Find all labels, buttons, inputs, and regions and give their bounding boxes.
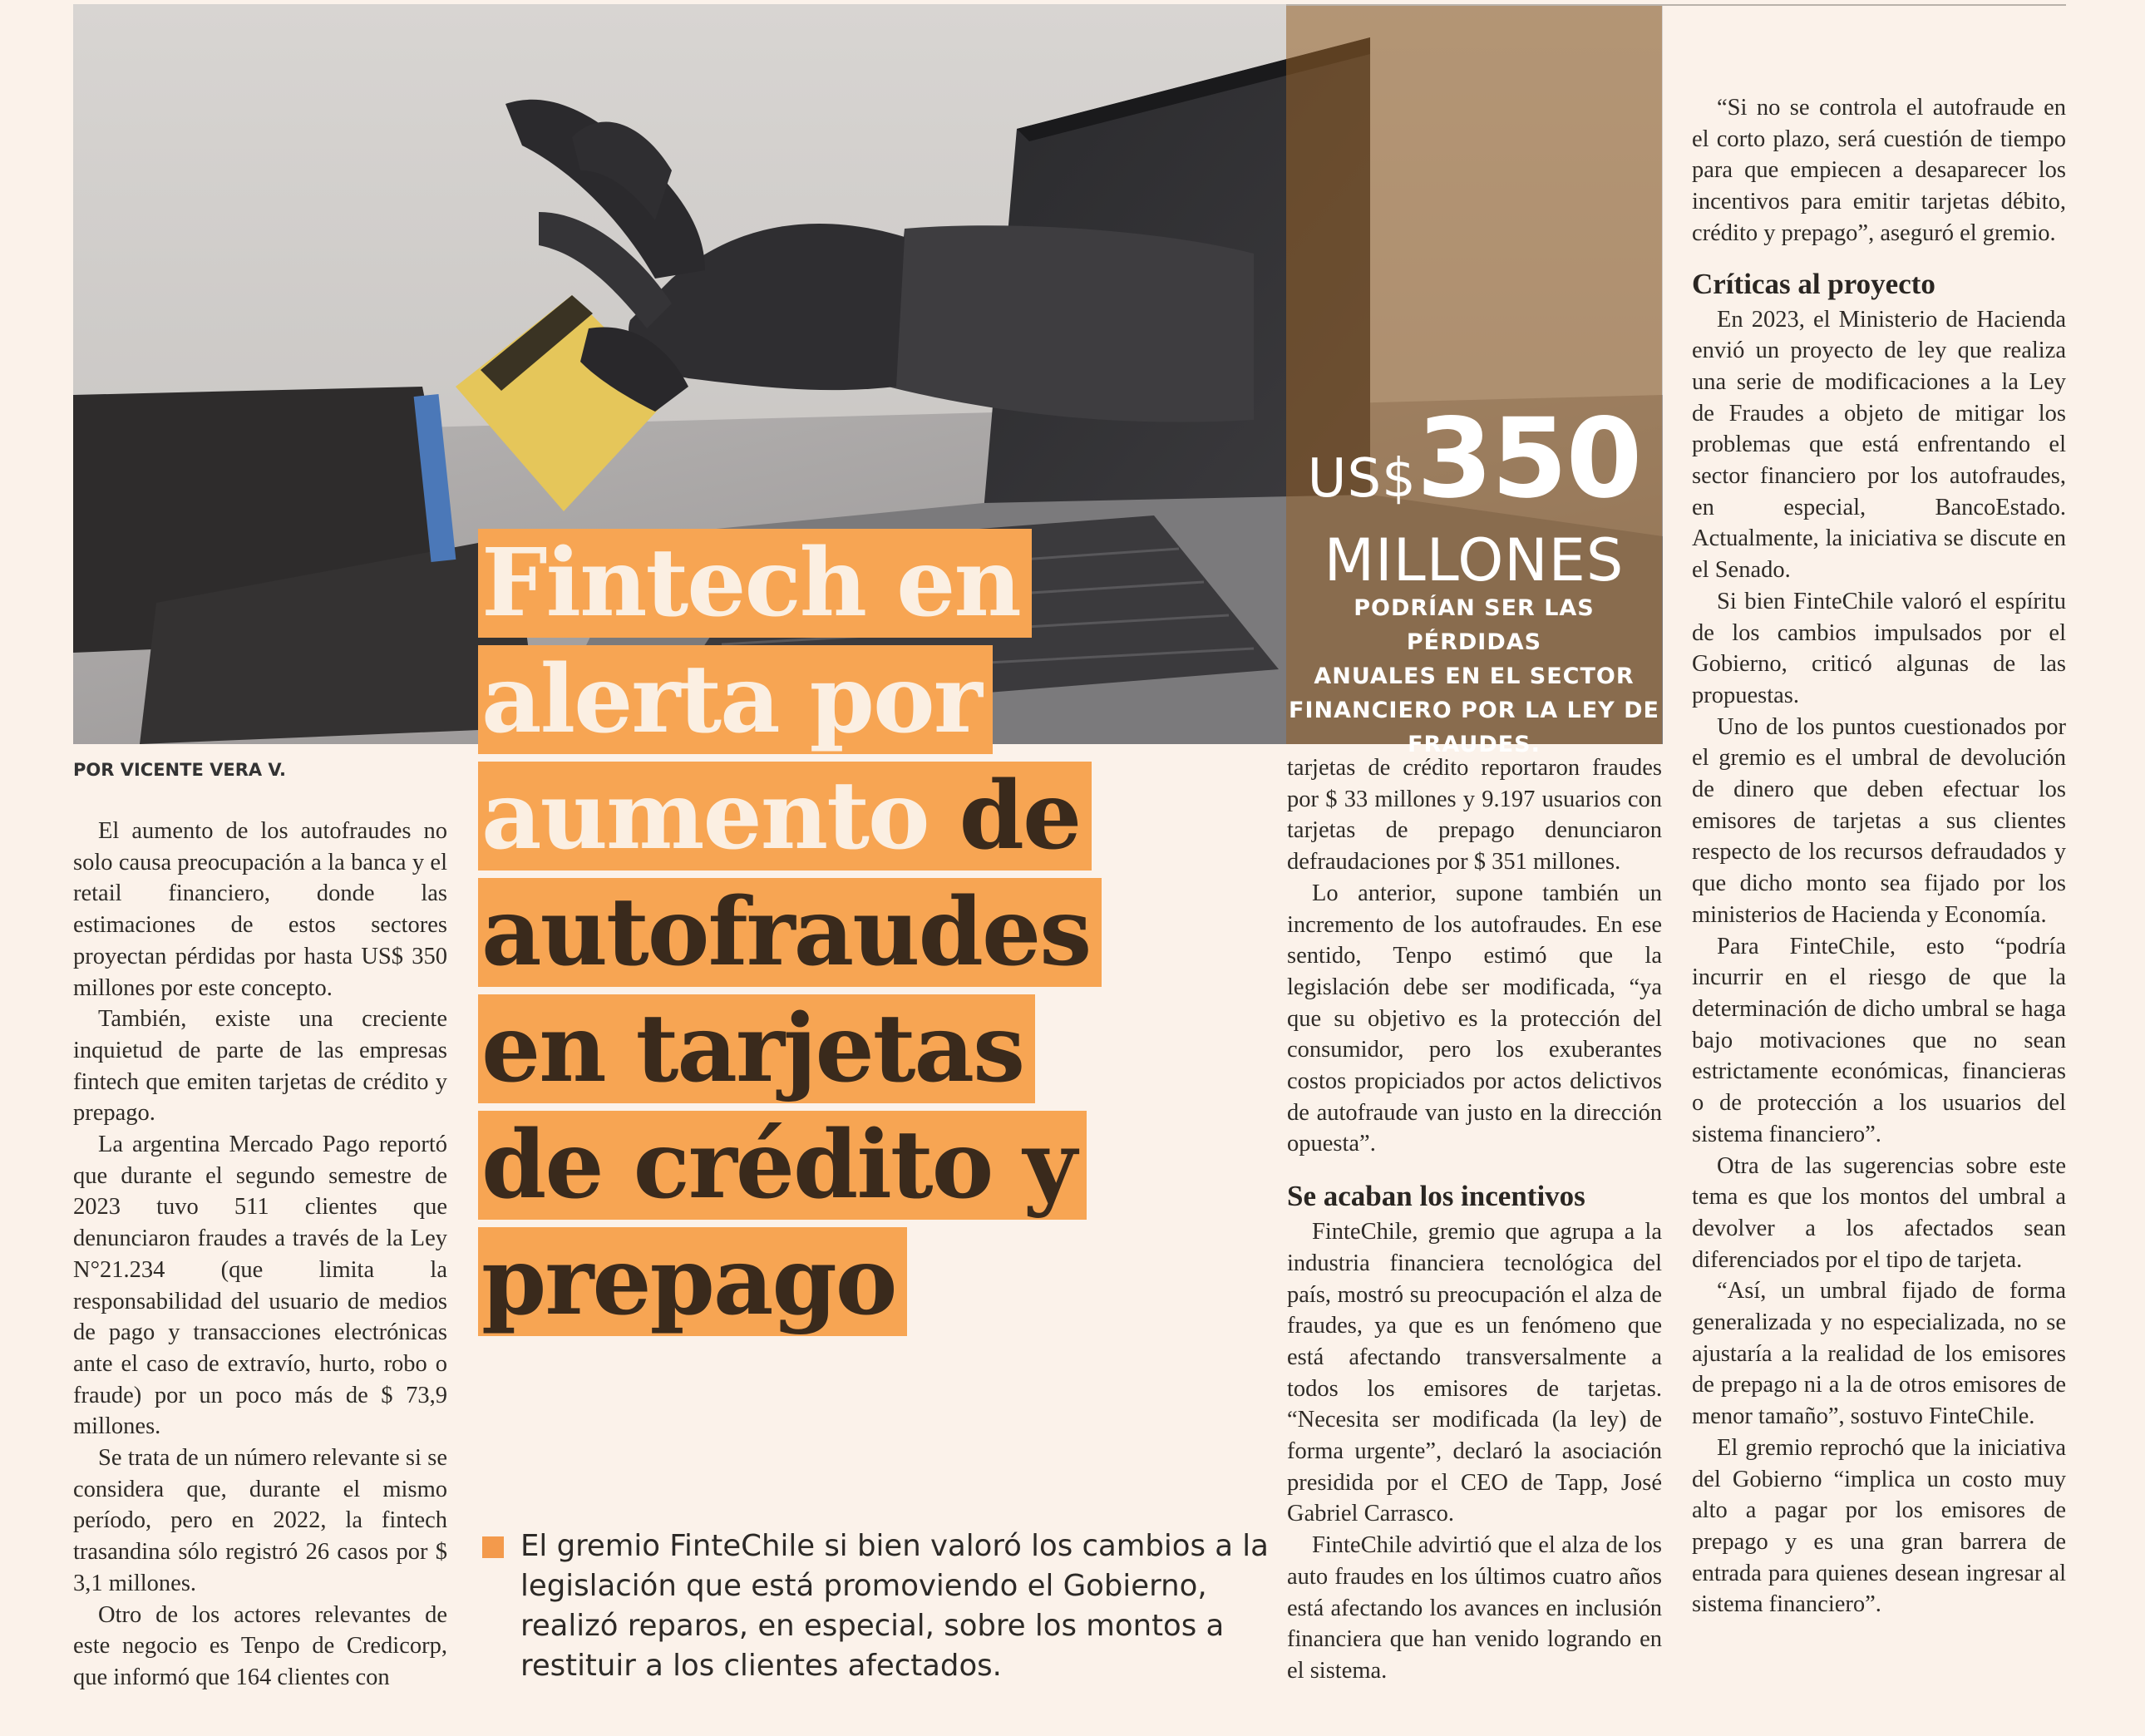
headline-line: Fintech en (478, 529, 1032, 638)
paragraph: “Así, un umbral fijado de forma generalizada y no especializada, no se ajustaría a la realidad de los emisores de prepago ni a la de otros emisores de menor tamaño”, sostuvo FinteChile. (1692, 1278, 2066, 1430)
lede-summary (482, 1526, 1294, 1686)
headline-line: en tarjetas (478, 994, 1035, 1103)
stat-desc-line: PODRÍAN SER LAS PÉRDIDAS (1354, 595, 1595, 655)
headline-word: aumento (481, 762, 959, 870)
stat-desc-line: ANUALES EN EL SECTOR (1314, 663, 1635, 689)
article-column-4 (1692, 92, 2066, 1620)
paragraph: El aumento de los autofraudes no solo causa preocupación a la banca y el retail financiero, donde las estimaciones de estos sectores proyectan pérdidas por hasta US$ 350 millones por este concepto. (73, 818, 447, 1001)
article-column-1 (73, 816, 447, 1694)
stat-desc-line: FINANCIERO POR LA LEY DE (1289, 698, 1659, 723)
headline-line (478, 762, 1092, 870)
headline-line: autofraudes (478, 878, 1102, 987)
paragraph: Otra de las sugerencias sobre este tema es que los montos del umbral a devolver a los afectados sean diferenciados por el tipo de tarjeta. (1692, 1152, 2066, 1273)
headline-word: de (959, 762, 1081, 870)
paragraph: Uno de los puntos cuestionados por el gremio es el umbral de devolución de dinero que deben efectuar los emisores de tarjetas a sus clientes respecto de los recursos defraudados y que dicho monto sea fijado por los ministerios de Hacienda y Economía. (1692, 713, 2066, 928)
paragraph: tarjetas de crédito reportaron fraudes por $ 33 millones y 9.197 usuarios con tarjetas de prepago denunciaron defraudaciones por $ 351 millones. (1287, 755, 1662, 875)
paragraph: Si bien FinteChile valoró el espíritu de los cambios impulsados por el Gobierno, criticó algunas de las propuestas. (1692, 588, 2066, 708)
headline-line: de crédito y (478, 1111, 1087, 1220)
stat-unit: MILLONES (1324, 526, 1625, 594)
paragraph: Se trata de un número relevante si se considera que, durante el mismo período, pero en 2022, la fintech trasandina sólo registró 26 casos por $ 3,1 millones. (73, 1445, 447, 1596)
paragraph: Lo anterior, supone también un incremento de los autofraudes. En ese sentido, Tenpo estimó que la legislación debe ser modificada, “ya que su objetivo es la protección del consumidor, pero los exuberantes costos propiciados por actos delictivos de autofraude van justo en la dirección opuesta”. (1287, 880, 1662, 1157)
top-rule (1286, 4, 2066, 6)
article-column-3 (1287, 752, 1662, 1687)
paragraph: FinteChile advirtió que el alza de los auto fraudes en los últimos cuatro años está afectando los avances en inclusión financiera que han venido logrando en el sistema. (1287, 1532, 1662, 1684)
lede-text: El gremio FinteChile si bien valoró los cambios a la legislación que está promoviendo el Gobierno, realizó reparos, en especial, sobre los montos a restituir a los clientes afectados. (520, 1529, 1269, 1683)
stat-currency: US$ (1307, 448, 1417, 510)
paragraph: “Si no se controla el autofraude en el corto plazo, será cuestión de tiempo para que empiecen a desaparecer los incentivos para emitir tarjetas débito, crédito y prepago”, aseguró el gremio. (1692, 95, 2066, 246)
paragraph: Para FinteChile, esto “podría incurrir en el riesgo de que la determinación de dicho umbral se haga bajo motivaciones que no sean estrictamente económicas, financieras o de protección a los usuarios del sistema financiero”. (1692, 933, 2066, 1147)
bullet-square-icon (482, 1536, 504, 1558)
paragraph: La argentina Mercado Pago reportó que durante el segundo semestre de 2023 tuvo 511 clientes que denunciaron fraudes a través de la Ley N°21.234 (que limita la responsabilidad del usuario de medios de pago y transacciones electrónicas ante el caso de extravío, hurto, robo o fraude) por un poco más de $ 73,9 millones. (73, 1132, 447, 1440)
byline: POR VICENTE VERA V. (73, 760, 286, 780)
stat-number: 350 (1416, 395, 1641, 523)
paragraph: Otro de los actores relevantes de este negocio es Tenpo de Credicorp, que informó que 164 clientes con (73, 1601, 447, 1690)
paragraph: En 2023, el Ministerio de Hacienda envió un proyecto de ley que realiza una serie de modificaciones a la Ley de Fraudes a objeto de mitigar los problemas que está enfrentando el sector financiero por los autofraudes, en especial, BancoEstado. Actualmente, la iniciativa se discute en el Senado. (1692, 306, 2066, 584)
headline-line: alerta por (478, 645, 993, 754)
section-heading: Críticas al proyecto (1692, 267, 1935, 300)
section-heading: Se acaban los incentivos (1287, 1180, 1585, 1213)
paragraph: FinteChile, gremio que agrupa a la industria financiera tecnológica del país, mostró su preocupación el alza de fraudes, ya que es un fenómeno que está afectando transversalmente a todos los emisores de tarjetas. “Necesita ser modificada (la ley) de forma urgente”, declaró la asociación presidida por el CEO de Tapp, José Gabriel Carrasco. (1287, 1219, 1662, 1527)
stat-figure (1286, 395, 1662, 523)
stat-callout (1286, 4, 1662, 757)
stat-description (1286, 591, 1662, 762)
headline-line: prepago (478, 1227, 907, 1336)
headline (478, 525, 1110, 1340)
paragraph: El gremio reprochó que la iniciativa del Gobierno “implica un costo muy alto a pagar por los emisores de prepago y es una gran barrera de entrada para quienes desean ingresar al sistema financiero”. (1692, 1434, 2066, 1618)
paragraph: También, existe una creciente inquietud de parte de las empresas fintech que emiten tarjetas de crédito y prepago. (73, 1006, 447, 1127)
stat-desc-line: FRAUDES. (1408, 732, 1541, 757)
